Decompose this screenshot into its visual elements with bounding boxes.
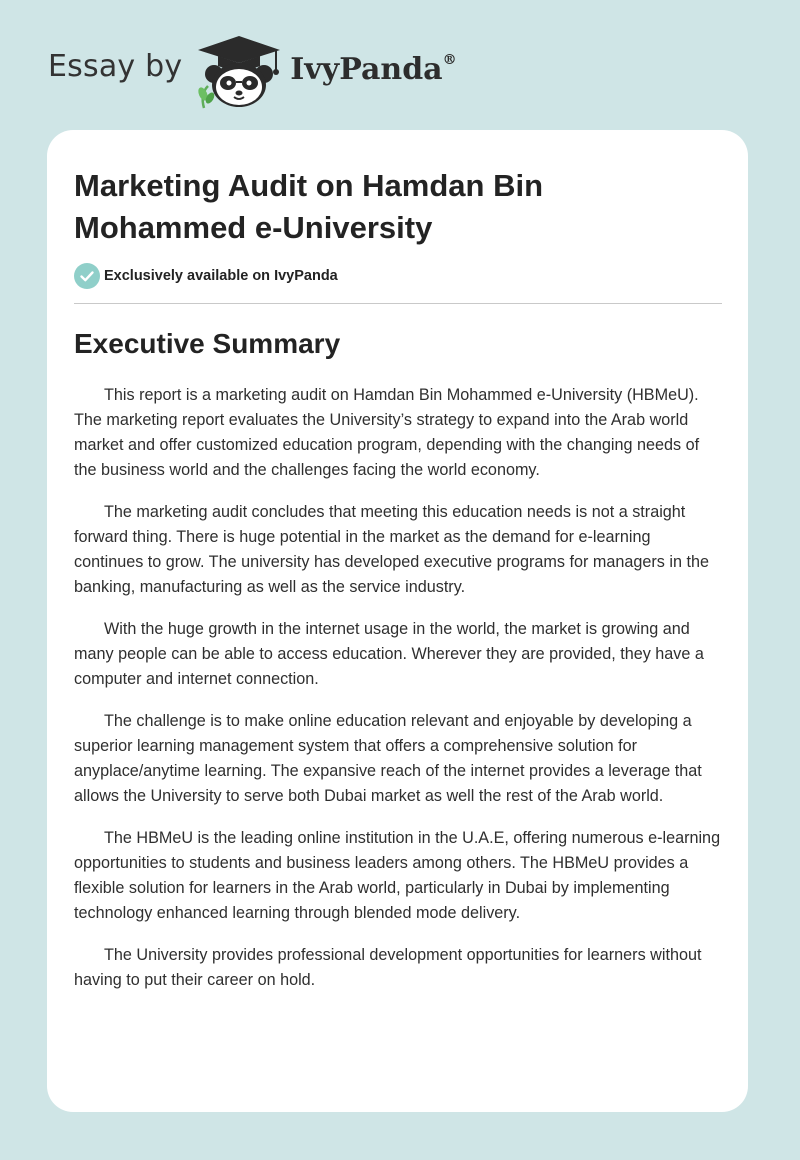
paragraph: This report is a marketing audit on Hamdan Bin Mohammed e-University (HBMeU). The marketing report evaluates the University’s strategy to expand into the Arab world market and offer customized education program, depending with the changing needs of the business world and the challenges facing the world economy. <box>74 386 700 479</box>
essay-card <box>47 130 748 1112</box>
brand-name: IvyPanda® <box>290 51 457 87</box>
paragraph: The HBMeU is the leading online institution in the U.A.E, offering numerous e-learning opportunities to students and business leaders among others. The HBMeU provides a flexible solution for learners in the Arab world, particularly in Dubai by implementing technology enhanced learning through blended mode delivery. <box>74 829 721 922</box>
essay-by-label: Essay by <box>48 48 183 84</box>
divider <box>74 303 722 304</box>
essay-title: Marketing Audit on Hamdan Bin Mohammed e-University <box>74 168 544 245</box>
ivypanda-logo-link[interactable] <box>194 30 456 110</box>
exclusive-badge-text: Exclusively available on IvyPanda <box>104 268 338 284</box>
paragraph: The challenge is to make online education relevant and enjoyable by developing a superior learning management system that offers a comprehensive solution for anyplace/anytime learning. The expansive reach of the internet provides a leverage that allows the University to serve both Dubai market as well the rest of the Arab world. <box>74 712 702 805</box>
section-heading: Executive Summary <box>74 328 341 359</box>
site-header <box>48 30 457 110</box>
panda-logo-icon <box>194 30 284 110</box>
paragraph: The University provides professional development opportunities for learners without having to put their career on hold. <box>74 946 702 989</box>
exclusive-badge <box>74 263 338 289</box>
check-circle-icon <box>74 263 100 289</box>
essay-body <box>74 383 724 1010</box>
paragraph: With the huge growth in the internet usage in the world, the market is growing and many people can be able to access education. Wherever they are provided, they have a computer and internet connection. <box>74 620 704 688</box>
paragraph: The marketing audit concludes that meeting this education needs is not a straight forward thing. There is huge potential in the market as the demand for e-learning continues to grow. The university has developed executive programs for managers in the banking, manufacturing as well as the service industry. <box>74 503 709 596</box>
